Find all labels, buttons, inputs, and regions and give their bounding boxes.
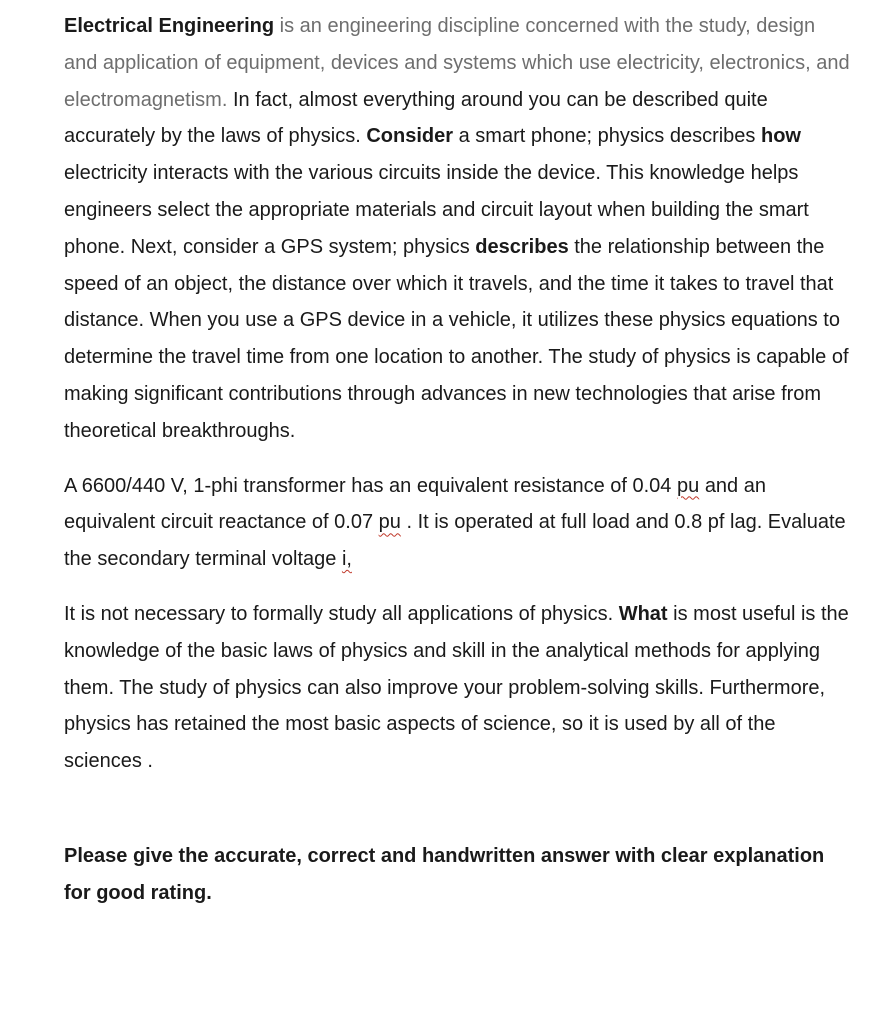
what-word: What xyxy=(618,602,668,625)
intro-paragraph xyxy=(64,8,854,450)
question-text-3: . It is operated at full load and 0.8 pf lag. Evaluate the secondary terminal voltage xyxy=(64,511,846,571)
question-text-2: and an equivalent circuit reactance of 0.07 xyxy=(64,474,766,534)
electrical-engineering-term: Electrical Engineering xyxy=(64,15,275,37)
intro-text-1: In fact, almost everything around you can be described quite accurately by the laws of physics. xyxy=(64,88,768,148)
question-text-1: A 6600/440 V, 1-phi transformer has an equivalent resistance of 0.04 xyxy=(64,474,672,497)
intro-text-3: electricity interacts with the various circuits inside the device. This knowledge helps engineers select the appropriate materials and circuit layout when building the smart phone. Next, consider a GPS system; physics xyxy=(64,162,809,258)
question-paragraph xyxy=(64,468,854,578)
pu-unit-2: pu xyxy=(378,511,401,534)
how-word: how xyxy=(760,125,801,148)
answer-request: Please give the accurate, correct and handwritten answer with clear explanation for good rating. xyxy=(64,844,825,904)
intro-text-2: a smart phone; physics describes xyxy=(458,125,756,148)
definition-text: is an engineering discipline concerned with the study, design and application of equipment, devices and systems which use electricity, electronics, and electromagnetism. xyxy=(64,15,850,111)
intro-text-4: the relationship between the speed of an object, the distance over which it travels, and the time it takes to travel that distance. When you use a GPS device in a vehicle, it utilizes these physics equations to determine the travel time from one location to another. The study of physics is capable of making significant contributions through advances in new technologies that arise from theoretical breakthroughs. xyxy=(64,235,849,442)
document-body xyxy=(64,8,854,912)
describes-word: describes xyxy=(475,235,569,258)
physics-paragraph xyxy=(64,596,854,780)
pu-unit-1: pu xyxy=(677,474,700,497)
consider-word: Consider xyxy=(366,125,454,148)
physics-text-2: is most useful is the knowledge of the basic laws of physics and skill in the analytical methods for applying them. The study of physics can also improve your problem-solving skills. Furthermore, physics has retained the most basic aspects of science, so it is used by all of the sciences . xyxy=(64,602,849,773)
physics-text-1: It is not necessary to formally study all applications of physics. xyxy=(64,602,614,625)
i-symbol: i, xyxy=(341,548,352,571)
